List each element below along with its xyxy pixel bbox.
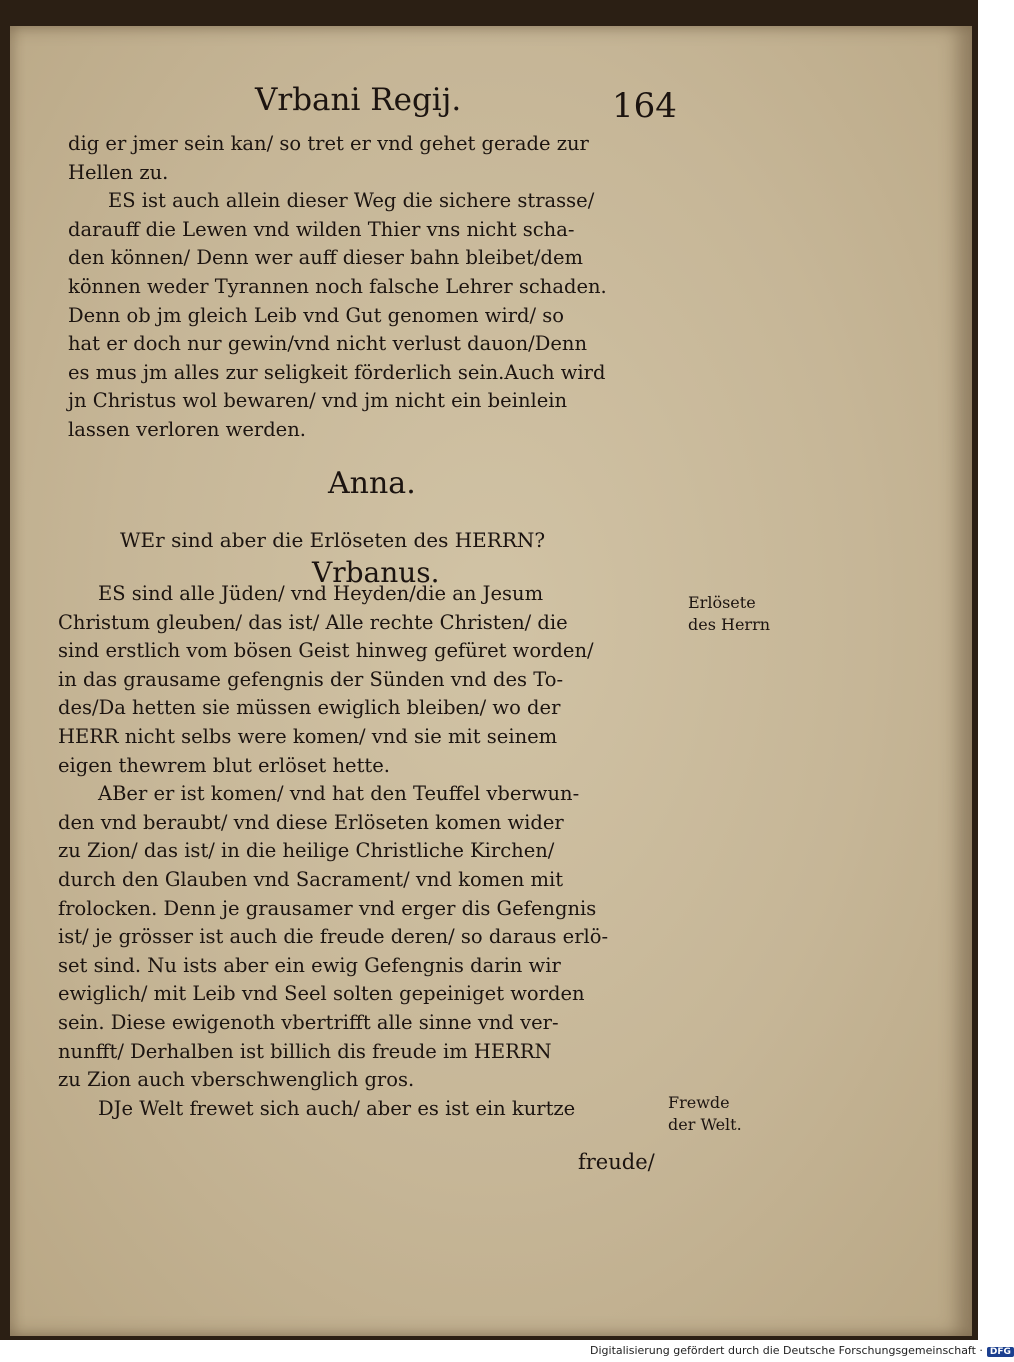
speaker-heading-anna: Anna. xyxy=(328,466,416,501)
text-line: es mus jm alles zur seligkeit förderlich sein.Auch wird xyxy=(68,360,606,384)
text-line: ist/ je grösser ist auch die freude deren/ so daraus erlö- xyxy=(58,925,609,949)
page-number: 164 xyxy=(612,86,677,126)
text-line: sind erstlich vom bösen Geist hinweg gefüret worden/ xyxy=(58,639,594,663)
catchword: freude/ xyxy=(578,1150,655,1174)
margin-note-line: der Welt. xyxy=(668,1115,742,1134)
digitization-credit xyxy=(590,1344,1014,1357)
text-line: jn Christus wol bewaren/ vnd jm nicht ein beinlein xyxy=(68,389,568,413)
text-line: set sind. Nu ists aber ein ewig Gefengnis darin wir xyxy=(58,953,561,977)
text-line: darauff die Lewen vnd wilden Thier vns nicht scha- xyxy=(68,217,575,241)
margin-note-line: Frewde xyxy=(668,1093,730,1112)
dfg-logo: DFG xyxy=(987,1347,1014,1357)
text-line: eigen thewrem blut erlöset hette. xyxy=(58,753,390,777)
text-line: durch den Glauben vnd Sacrament/ vnd komen mit xyxy=(58,867,564,891)
question-line: WEr sind aber die Erlöseten des HERRN? xyxy=(120,528,546,552)
text-line: HERR nicht selbs were komen/ vnd sie mit seinem xyxy=(58,724,558,748)
text-line: Hellen zu. xyxy=(68,160,169,184)
credit-text: Digitalisierung gefördert durch die Deutsche Forschungsgemeinschaft · xyxy=(590,1344,983,1357)
text-line: Denn ob jm gleich Leib vnd Gut genomen wird/ so xyxy=(68,303,565,327)
text-line: frolocken. Denn je grausamer vnd erger dis Gefengnis xyxy=(58,896,597,920)
text-line: den können/ Denn wer auff dieser bahn bleibet/dem xyxy=(68,246,583,270)
margin-note-line: Erlösete xyxy=(688,593,756,612)
running-title: Vrbani Regij. xyxy=(255,82,462,118)
text-line: Christum gleuben/ das ist/ Alle rechte Christen/ die xyxy=(58,610,568,634)
text-line: des/Da hetten sie müssen ewiglich bleiben/ wo der xyxy=(58,696,561,720)
text-line: zu Zion auch vberschwenglich gros. xyxy=(58,1068,415,1092)
text-line: hat er doch nur gewin/vnd nicht verlust dauon/Denn xyxy=(68,332,588,356)
text-line: den vnd beraubt/ vnd diese Erlöseten komen wider xyxy=(58,810,564,834)
speaker-heading-urbanus: Vrbanus. xyxy=(312,556,440,589)
text-line: können weder Tyrannen noch falsche Lehrer schaden. xyxy=(68,274,607,298)
text-line: ABer er ist komen/ vnd hat den Teuffel vberwun- xyxy=(98,782,580,806)
text-line: lassen verloren werden. xyxy=(68,417,306,441)
margin-note-erloesete xyxy=(688,592,770,636)
text-line: ES ist auch allein dieser Weg die sichere strasse/ xyxy=(108,189,595,213)
margin-note-frewde xyxy=(668,1092,742,1136)
text-line: zu Zion/ das ist/ in die heilige Christliche Kirchen/ xyxy=(58,839,555,863)
text-line: in das grausame gefengnis der Sünden vnd des To- xyxy=(58,667,564,691)
text-line: sein. Diese ewigenoth vbertrifft alle sinne vnd ver- xyxy=(58,1010,559,1034)
text-line: ES sind alle Jüden/ vnd Heyden/die an Jesum xyxy=(98,582,544,605)
margin-note-line: des Herrn xyxy=(688,615,771,634)
text-line: dig er jmer sein kan/ so tret er vnd gehet gerade zur xyxy=(68,132,589,155)
text-line: DJe Welt frewet sich auch/ aber es ist ein kurtze xyxy=(98,1096,576,1120)
body-text-bottom xyxy=(58,580,608,1123)
text-line: ewiglich/ mit Leib vnd Seel solten gepeiniget worden xyxy=(58,982,585,1006)
body-text-top xyxy=(68,130,607,445)
text-line: nunfft/ Derhalben ist billich dis freude im HERRN xyxy=(58,1039,552,1063)
